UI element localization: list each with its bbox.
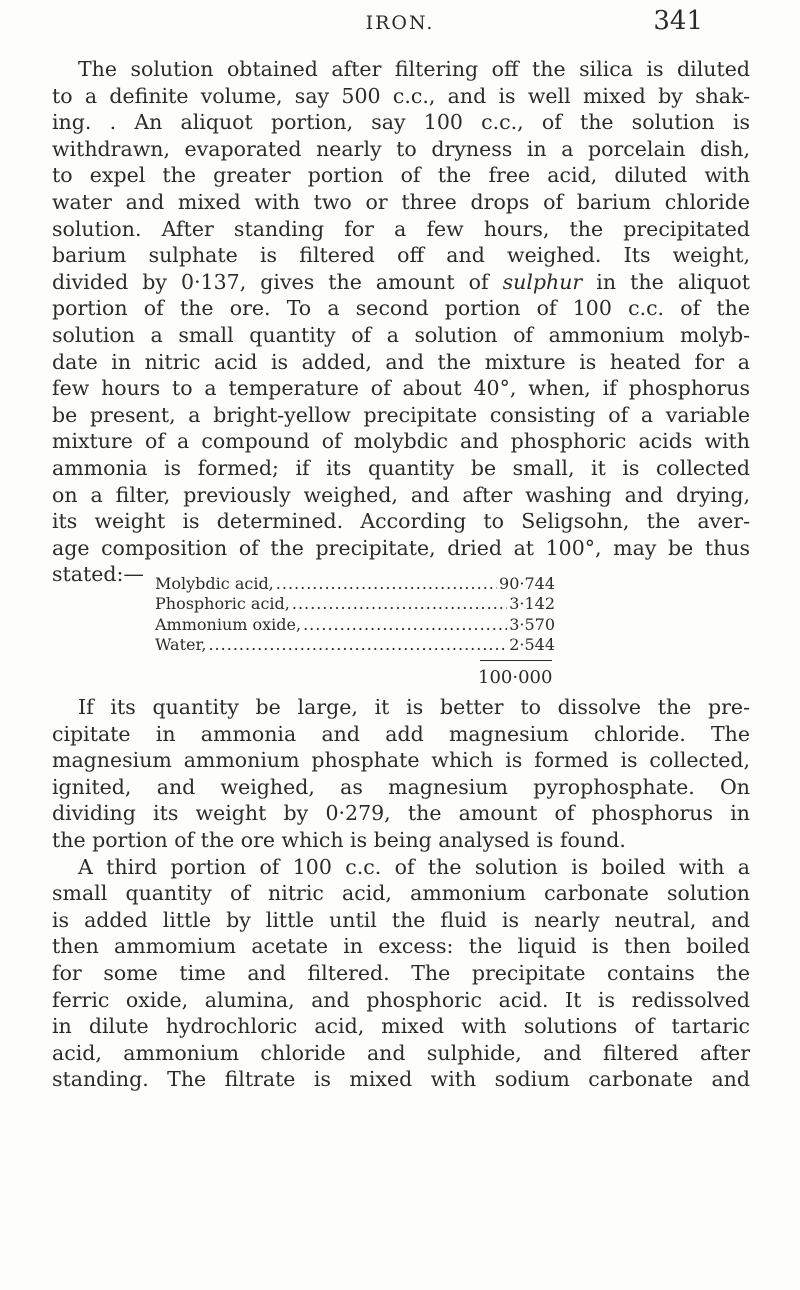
text-line: date in nitric acid is added, and the mixture is heated for a — [52, 349, 750, 374]
component-value: 3·570 — [509, 614, 555, 634]
component-name: Phosphoric acid, — [155, 594, 290, 614]
text-line: magnesium ammonium phosphate which is formed is collected, — [52, 748, 750, 773]
text-line: barium sulphate is filtered off and weighed. Its weight, — [52, 243, 750, 268]
leader-dots — [292, 594, 507, 614]
text-line: to a definite volume, say 500 c.c., and is well mixed by shak- — [52, 83, 750, 108]
running-head: IRON. — [365, 12, 435, 34]
paragraph-upper — [52, 56, 750, 588]
paragraph-lower — [52, 694, 750, 1093]
italic-term: sulphur — [502, 269, 583, 294]
text-line: A third portion of 100 c.c. of the solution is boiled with a — [78, 854, 750, 879]
text-line: small quantity of nitric acid, ammonium carbonate solution — [52, 881, 750, 906]
composition-row — [155, 615, 555, 635]
composition-row — [155, 594, 555, 614]
text-line: on a filter, previously weighed, and after washing and drying, — [52, 482, 750, 507]
text-line: water and mixed with two or three drops of barium chloride — [52, 189, 750, 214]
text-line: mixture of a compound of molybdic and phosphoric acids with — [52, 429, 750, 454]
text-line: The solution obtained after filtering off the silica is diluted — [78, 57, 750, 81]
text-line: in dilute hydrochloric acid, mixed with solutions of tartaric — [52, 1014, 750, 1039]
text-line: then ammomium acetate in excess: the liquid is then boiled — [52, 934, 750, 959]
text-line: withdrawn, evaporated nearly to dryness in a porcelain dish, — [52, 136, 750, 161]
text-line: stated:— — [52, 562, 144, 587]
text-line: to expel the greater portion of the free acid, diluted with — [52, 163, 750, 188]
text-line: ignited, and weighed, as magnesium pyrophosphate. On — [52, 774, 750, 799]
total-rule — [480, 660, 552, 661]
text-line: cipitate in ammonia and add magnesium chloride. The — [52, 721, 750, 746]
composition-table — [155, 574, 555, 656]
leader-dots — [208, 635, 507, 655]
text-line: is added little by little until the fluid is nearly neutral, and — [52, 907, 750, 932]
text-line: If its quantity be large, it is better to dissolve the pre- — [78, 695, 750, 719]
composition-total: 100·000 — [478, 667, 553, 688]
text-line: few hours to a temperature of about 40°, when, if phosphorus — [52, 376, 750, 401]
text-line-with-italic: divided by 0·137, gives the amount of sulphur in the aliquot — [52, 269, 751, 294]
composition-row — [155, 635, 555, 655]
component-value: 90·744 — [499, 574, 555, 593]
text-line: ferric oxide, alumina, and phosphoric acid. It is redissolved — [52, 987, 750, 1012]
component-value: 2·544 — [509, 635, 555, 655]
text-line: standing. The filtrate is mixed with sodium carbonate and — [52, 1067, 750, 1092]
text-line: ing. . An aliquot portion, say 100 c.c., of the solution is — [52, 110, 750, 135]
leader-dots — [276, 574, 497, 594]
text-line: its weight is determined. According to Seligsohn, the aver- — [52, 509, 750, 534]
text-line: for some time and filtered. The precipitate contains the — [52, 960, 750, 985]
text-line: age composition of the precipitate, dried at 100°, may be thus — [52, 535, 750, 560]
component-name: Water, — [155, 635, 207, 655]
text-line: be present, a bright-yellow precipitate consisting of a variable — [52, 402, 750, 427]
text-line: ammonia is formed; if its quantity be small, it is collected — [52, 455, 750, 480]
page-number: 341 — [653, 6, 703, 36]
text-line: the portion of the ore which is being analysed is found. — [52, 827, 626, 852]
text-line: acid, ammonium chloride and sulphide, and filtered after — [52, 1040, 750, 1065]
composition-row — [155, 574, 555, 594]
text-line: solution. After standing for a few hours, the precipitated — [52, 216, 750, 241]
text-line: dividing its weight by 0·279, the amount of phosphorus in — [52, 801, 750, 826]
component-value: 3·142 — [509, 594, 555, 614]
text-line: solution a small quantity of a solution of ammonium molyb- — [52, 322, 750, 347]
component-name: Ammonium oxide, — [155, 614, 302, 634]
component-name: Molybdic acid, — [155, 574, 274, 593]
leader-dots — [303, 615, 507, 635]
text-line: portion of the ore. To a second portion of 100 c.c. of the — [52, 296, 750, 321]
